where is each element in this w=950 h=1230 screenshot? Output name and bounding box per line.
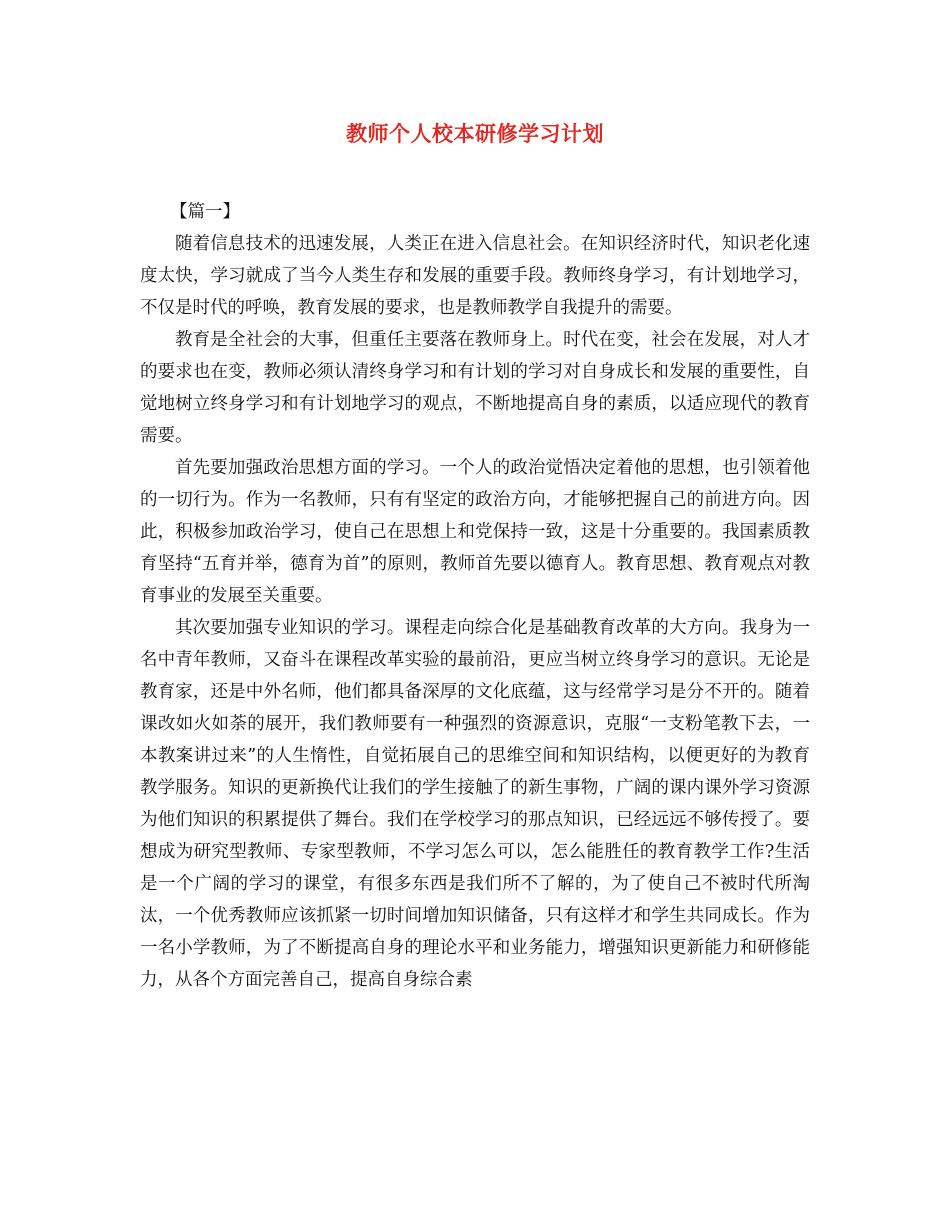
document-title: 教师个人校本研修学习计划: [346, 121, 604, 146]
paragraph-3: 首先要加强政治思想方面的学习。一个人的政治觉悟决定着他的思想，也引领着他的一切行为。作为一名教师，只有有坚定的政治方向，才能够把握自己的前进方向。因此，积极参加政治学习，使自己在思想上和党保持一致，这是十分重要的。我国素质教育坚持“五育并举，德育为首”的原则，教师首先要以德育人。教育思想、教育观点对教育事业的发展至关重要。: [140, 458, 810, 606]
paragraph-1: 随着信息技术的迅速发展，人类正在进入信息社会。在知识经济时代，知识老化速度太快，学习就成了当今人类生存和发展的重要手段。教师终身学习，有计划地学习，不仅是时代的呼唤，教育发展的要求，也是教师教学自我提升的需要。: [140, 234, 810, 318]
section-label: 【篇一】: [170, 202, 240, 222]
paragraph-2: 教育是全社会的大事，但重任主要落在教师身上。时代在变，社会在发展，对人才的要求也在变，教师必须认清终身学习和有计划的学习对自身成长和发展的重要性，自觉地树立终身学习和有计划地学习的观点，不断地提高自身的素质，以适应现代的教育需要。: [140, 330, 810, 446]
paragraph-4: 其次要加强专业知识的学习。课程走向综合化是基础教育改革的大方向。我身为一名中青年教师，又奋斗在课程改革实验的最前沿，更应当树立终身学习的意识。无论是教育家，还是中外名师，他们都具备深厚的文化底蕴，这与经常学习是分不开的。随着课改如火如荼的展开，我们教师要有一种强烈的资源意识，克服“一支粉笔教下去，一本教案讲过来”的人生惰性，自觉拓展自己的思维空间和知识结构，以便更好的为教育教学服务。知识的更新换代让我们的学生接触了的新生事物，广阔的课内课外学习资源为他们知识的积累提供了舞台。我们在学校学习的那点知识，已经远远不够传授了。要想成为研究型教师、专家型教师，不学习怎么可以，怎么能胜任的教育教学工作?生活是一个广阔的学习的课堂，有很多东西是我们所不了解的，为了使自己不被时代所淘汰，一个优秀教师应该抓紧一切时间增加知识储备，只有这样才和学生共同成长。作为一名小学教师，为了不断提高自身的理论水平和业务能力，增强知识更新能力和研修能力，从各个方面完善自己，提高自身综合素: [140, 618, 810, 990]
